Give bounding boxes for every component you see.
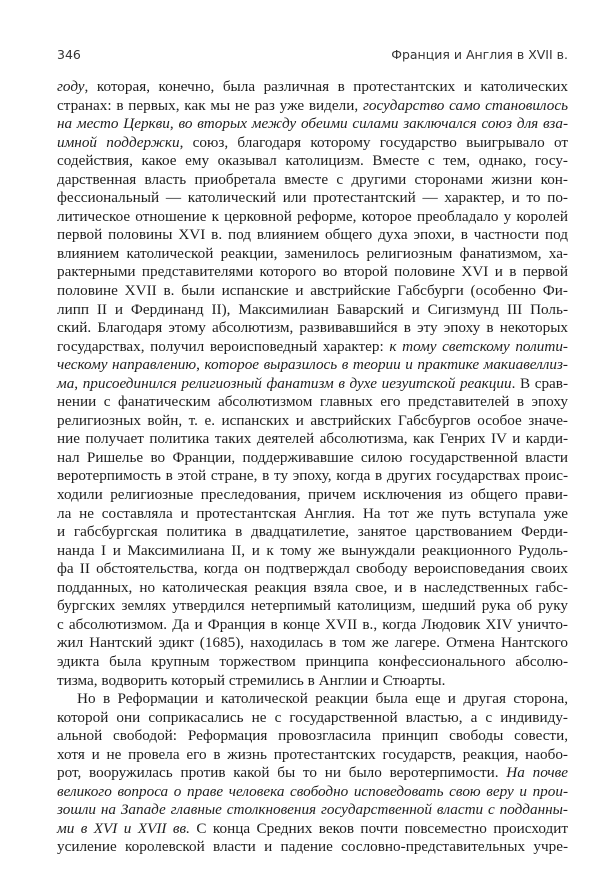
running-title: Франция и Англия в XVII в. [391,47,568,62]
text-segment: , [169,115,179,133]
text-line [57,97,568,116]
text-line [57,78,568,97]
text-segment: ходили религиозные преследования, причем исключения из общего прави- [57,486,568,504]
text-line [57,171,568,190]
italic-text-segment: На почве [506,764,568,782]
text-line [57,282,568,301]
text-line [57,115,568,134]
text-segment: нении с фанатическим абсолютизмом главных его представителей в эпоху [57,393,568,411]
text-segment: нал Ришелье во Франции, поддерживавшие силою государственной власти [57,448,568,466]
text-segment: , [196,356,205,374]
italic-text-segment: во вторых между обеими силами заключался союз для вза- [178,115,569,133]
text-segment: бургских землях утвердился нетерпимый католицизм, шедший рука об руку [57,597,568,615]
text-line [57,709,568,728]
text-segment: жил Нантский эдикт (1685), находилась в том же лагере. Отмена Нантского [57,634,568,652]
text-segment: фессиональный — католический или протестантский — характер, и то по- [57,189,568,207]
text-line [57,208,568,227]
italic-text-segment: присоединился религиозный фанатизм в духе иезуитской реакции [82,374,512,392]
text-segment: и габсбургская политика в двадцатилетие, занятое царствованием Ферди- [57,523,568,541]
text-segment: содействия, какое ему оказывал католицизм. Вместе с тем, однако, госу- [57,152,568,170]
text-segment: подданных, но католическая реакция взяла свое, и в наследственных габс- [57,578,568,596]
text-segment: которой они соприкасались не с государственной властью, а с индивиду- [57,708,568,726]
text-line [57,634,568,653]
italic-text-segment: государство само становилось [362,96,568,114]
text-line [57,319,568,338]
italic-text-segment: зошли на Западе главные столкновения государственной власти с подданны- [57,801,568,819]
text-line [57,226,568,245]
text-line [57,134,568,153]
text-line [57,542,568,561]
text-segment: хотя и не провела его в жизнь протестантских государств, реакция, наобо- [57,745,568,763]
text-line [57,505,568,524]
text-segment: литическое отношение к церковной реформе, которое преобладало у королей [57,207,568,225]
italic-text-segment: ческому направлению [57,356,197,374]
italic-text-segment: году [57,78,85,95]
text-line [57,189,568,208]
text-segment: липп II и Фердинанд II), Максимилиан Баварский и Сигизмунд III Поль- [57,300,568,318]
italic-text-segment: которое выразилось в теории и практике макиавеллиз- [204,356,568,374]
text-line [57,412,568,431]
italic-text-segment: имной поддержки [57,133,180,151]
text-line [57,820,568,839]
text-line [57,263,568,282]
text-segment: с абсолютизмом. Да и Франция в конце XVII в., когда Людовик XIV уничто- [57,615,568,633]
page-number: 346 [57,47,81,62]
text-line [57,579,568,598]
text-line [57,393,568,412]
italic-text-segment: ма [57,374,75,392]
text-segment: , союз, благодаря которому государство выигрывало от [179,133,568,151]
text-segment: ский. Благодаря этому абсолютизм, развивавшийся в эту эпоху в некоторых [57,319,568,337]
text-segment: С конца Средних веков почти повсеместно происходит [189,819,568,837]
text-segment: тизма, водворить который стремились в Англии и Стюарты. [57,671,446,689]
italic-text-segment: на место Церкви [57,115,170,133]
text-line [57,430,568,449]
text-segment: ние получает политика таких деятелей абсолютизма, как Генрих IV и карди- [57,430,568,448]
text-segment: государствах, получил вероисповедный характер: [57,337,390,355]
text-line [57,727,568,746]
text-line [57,338,568,357]
text-segment: влиянием католической реакции, заменилось религиозным фанатизмом, ха- [57,244,568,262]
italic-text-segment: ми в XVI и XVII вв. [57,819,190,837]
text-segment: веротерпимость в этой стране, в ту эпоху, когда в других государствах проис- [57,467,568,485]
text-line [57,467,568,486]
text-segment: , [74,374,83,392]
text-line [57,801,568,820]
text-line [57,560,568,579]
text-segment: странах: в первых, как мы не раз уже видели, [57,96,363,114]
text-line [57,616,568,635]
text-line [57,597,568,616]
text-segment: эдикта была крупным торжеством принципа конфессионального абсолю- [57,652,568,670]
italic-text-segment: к тому светскому полити- [389,337,568,355]
text-segment: первой половины XVI в. под влиянием общего духа эпохи, в частности под [57,226,568,244]
body-text [57,78,568,857]
text-segment: религиозных войн, т. е. испанских и австрийских Габсбургов особое значе- [57,411,568,429]
text-line [57,746,568,765]
text-line [57,523,568,542]
text-line [57,672,568,691]
text-segment: Но в Реформации и католической реакции была еще и другая сторона, [77,690,568,708]
text-line [57,486,568,505]
text-line [57,245,568,264]
text-line [57,301,568,320]
text-line [57,375,568,394]
text-line [57,838,568,857]
text-segment: половине XVII в. были испанские и австрийские Габсбурги (особенно Фи- [57,282,568,300]
text-segment: . В срав- [511,374,569,392]
text-line [57,653,568,672]
text-line [57,152,568,171]
text-segment: рактерными представителями которого во второй половине XVI и в первой [57,263,568,281]
running-header [57,47,568,67]
text-segment: альной свободой: Реформация провозгласила принцип свободы совести, [57,727,568,745]
text-line [57,764,568,783]
text-line [57,449,568,468]
italic-text-segment: великого вопроса о праве человека свободно исповедовать свою веру и прои- [57,782,568,800]
text-line [57,690,568,709]
text-segment: , которая, конечно, была различная в протестантских и католических [84,78,568,95]
text-segment: рот, вооружилась против какой бы то ни было веротерпимости. [57,764,507,782]
text-line [57,356,568,375]
text-segment: усиление королевской власти и падение сословно-представительных учре- [57,838,568,856]
text-segment: дарственная власть приобретала вместе с другими сторонами жизни кон- [57,170,568,188]
text-line [57,783,568,802]
text-segment: фа II обстоятельства, когда он подтверждал свободу вероисповедания своих [57,560,568,578]
text-segment: ла не составляла и протестантская Англия. На тот же путь вступала уже [57,504,568,522]
text-segment: нанда I и Максимилиана II, и к тому же вынуждали реакционного Рудоль- [57,541,568,559]
